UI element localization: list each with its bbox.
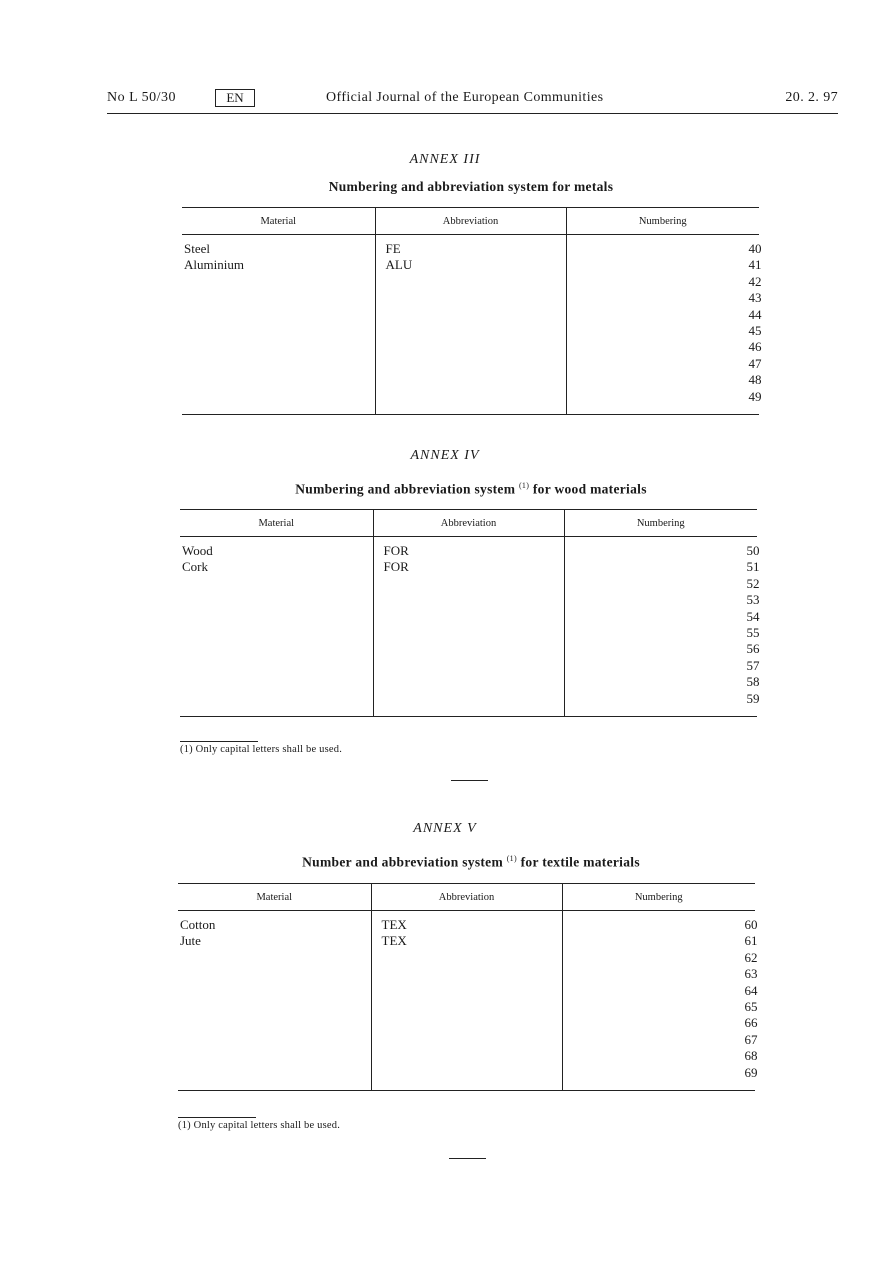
annex-4-heading: ANNEX IV xyxy=(410,448,480,463)
number-cell: 69 xyxy=(744,1064,758,1080)
material-cell: Aluminium xyxy=(184,257,244,273)
abbreviation-cell: ALU xyxy=(385,257,413,273)
number-cell: 55 xyxy=(746,625,760,641)
number-cell: 64 xyxy=(744,982,758,998)
abbreviation-cell: FOR xyxy=(383,543,409,558)
table-body xyxy=(178,911,755,1091)
number-cell: 53 xyxy=(746,592,760,608)
footnote-text: Only capital letters shall be used. xyxy=(195,744,343,755)
material-cell: Jute xyxy=(180,933,201,949)
annex-4-title xyxy=(0,481,890,498)
page-header xyxy=(107,88,838,114)
column-header-material: Material xyxy=(178,884,371,911)
footnote-reference: (1) xyxy=(506,854,517,863)
number-cell: 62 xyxy=(744,949,758,965)
footnote-rule xyxy=(178,1117,256,1118)
number-cell: 59 xyxy=(746,690,760,706)
material-column xyxy=(180,537,373,717)
column-header-numbering: Numbering xyxy=(562,884,755,911)
footnote-rule xyxy=(180,741,258,742)
number-cell: 40 xyxy=(748,241,762,256)
material-cell: Wood xyxy=(182,543,213,558)
annex-5-title xyxy=(0,854,890,871)
number-cell: 52 xyxy=(746,575,760,591)
annex-5-footnote xyxy=(178,1120,340,1131)
abbreviation-column xyxy=(371,911,562,1091)
table-body xyxy=(182,235,759,415)
annex-5-title-text: Number and abbreviation system xyxy=(302,854,504,870)
number-cell: 47 xyxy=(748,355,762,371)
table-body xyxy=(180,537,757,717)
annex-3-title: Numbering and abbreviation system for metals xyxy=(328,179,614,194)
section-separator xyxy=(451,780,488,781)
number-cell: 60 xyxy=(744,917,758,932)
number-cell: 41 xyxy=(748,257,762,273)
annex-4-title-text: for wood materials xyxy=(532,481,647,497)
column-header-abbreviation: Abbreviation xyxy=(373,510,564,537)
annex-4-table xyxy=(180,509,760,717)
abbreviation-cell: FE xyxy=(385,241,401,256)
language-badge: EN xyxy=(215,89,255,107)
material-column xyxy=(178,911,371,1091)
number-cell: 50 xyxy=(746,543,760,558)
number-cell: 58 xyxy=(746,674,760,690)
annex-4-footnote xyxy=(180,744,342,755)
publication-date: 20. 2. 97 xyxy=(785,90,838,105)
annex-4-title-text: Numbering and abbreviation system xyxy=(295,481,516,497)
footnote-text: Only capital letters shall be used. xyxy=(193,1120,341,1131)
annex-5-heading: ANNEX V xyxy=(413,821,477,836)
abbreviation-cell: TEX xyxy=(381,933,407,949)
number-cell: 51 xyxy=(746,559,760,575)
column-header-material: Material xyxy=(182,208,375,235)
material-cell: Steel xyxy=(184,241,210,256)
material-column xyxy=(182,235,375,415)
annex-5-title-text: for textile materials xyxy=(520,854,640,870)
column-header-numbering: Numbering xyxy=(566,208,759,235)
material-cell: Cork xyxy=(182,559,208,575)
number-cell: 67 xyxy=(744,1031,758,1047)
numbering-column xyxy=(566,235,762,415)
journal-title: Official Journal of the European Communities xyxy=(326,90,604,105)
number-cell: 45 xyxy=(748,323,762,339)
abbreviation-cell: FOR xyxy=(383,559,409,575)
abbreviation-column xyxy=(375,235,566,415)
number-cell: 46 xyxy=(748,339,762,355)
column-header-numbering: Numbering xyxy=(564,510,757,537)
numbering-column xyxy=(564,537,760,717)
number-cell: 48 xyxy=(748,372,762,388)
number-cell: 54 xyxy=(746,608,760,624)
material-cell: Cotton xyxy=(180,917,216,932)
column-header-abbreviation: Abbreviation xyxy=(371,884,562,911)
number-cell: 68 xyxy=(744,1048,758,1064)
column-header-material: Material xyxy=(180,510,373,537)
section-separator xyxy=(449,1158,486,1159)
footnote-reference: (1) xyxy=(518,481,530,490)
annex-3-table xyxy=(182,207,762,415)
number-cell: 49 xyxy=(748,388,762,404)
number-cell: 57 xyxy=(746,657,760,673)
annex-3-heading: ANNEX III xyxy=(409,152,481,167)
number-cell: 66 xyxy=(744,1015,758,1031)
footnote-mark: (1) xyxy=(178,1120,191,1131)
number-cell: 56 xyxy=(746,641,760,657)
footnote-mark: (1) xyxy=(180,744,193,755)
number-cell: 44 xyxy=(748,306,762,322)
number-cell: 43 xyxy=(748,290,762,306)
annex-5-table xyxy=(178,883,758,1091)
number-cell: 42 xyxy=(748,273,762,289)
number-cell: 63 xyxy=(744,966,758,982)
numbering-column xyxy=(562,911,758,1091)
number-cell: 61 xyxy=(744,933,758,949)
column-header-abbreviation: Abbreviation xyxy=(375,208,566,235)
abbreviation-column xyxy=(373,537,564,717)
page-reference: No L 50/30 xyxy=(107,90,177,105)
abbreviation-cell: TEX xyxy=(381,917,407,932)
number-cell: 65 xyxy=(744,999,758,1015)
